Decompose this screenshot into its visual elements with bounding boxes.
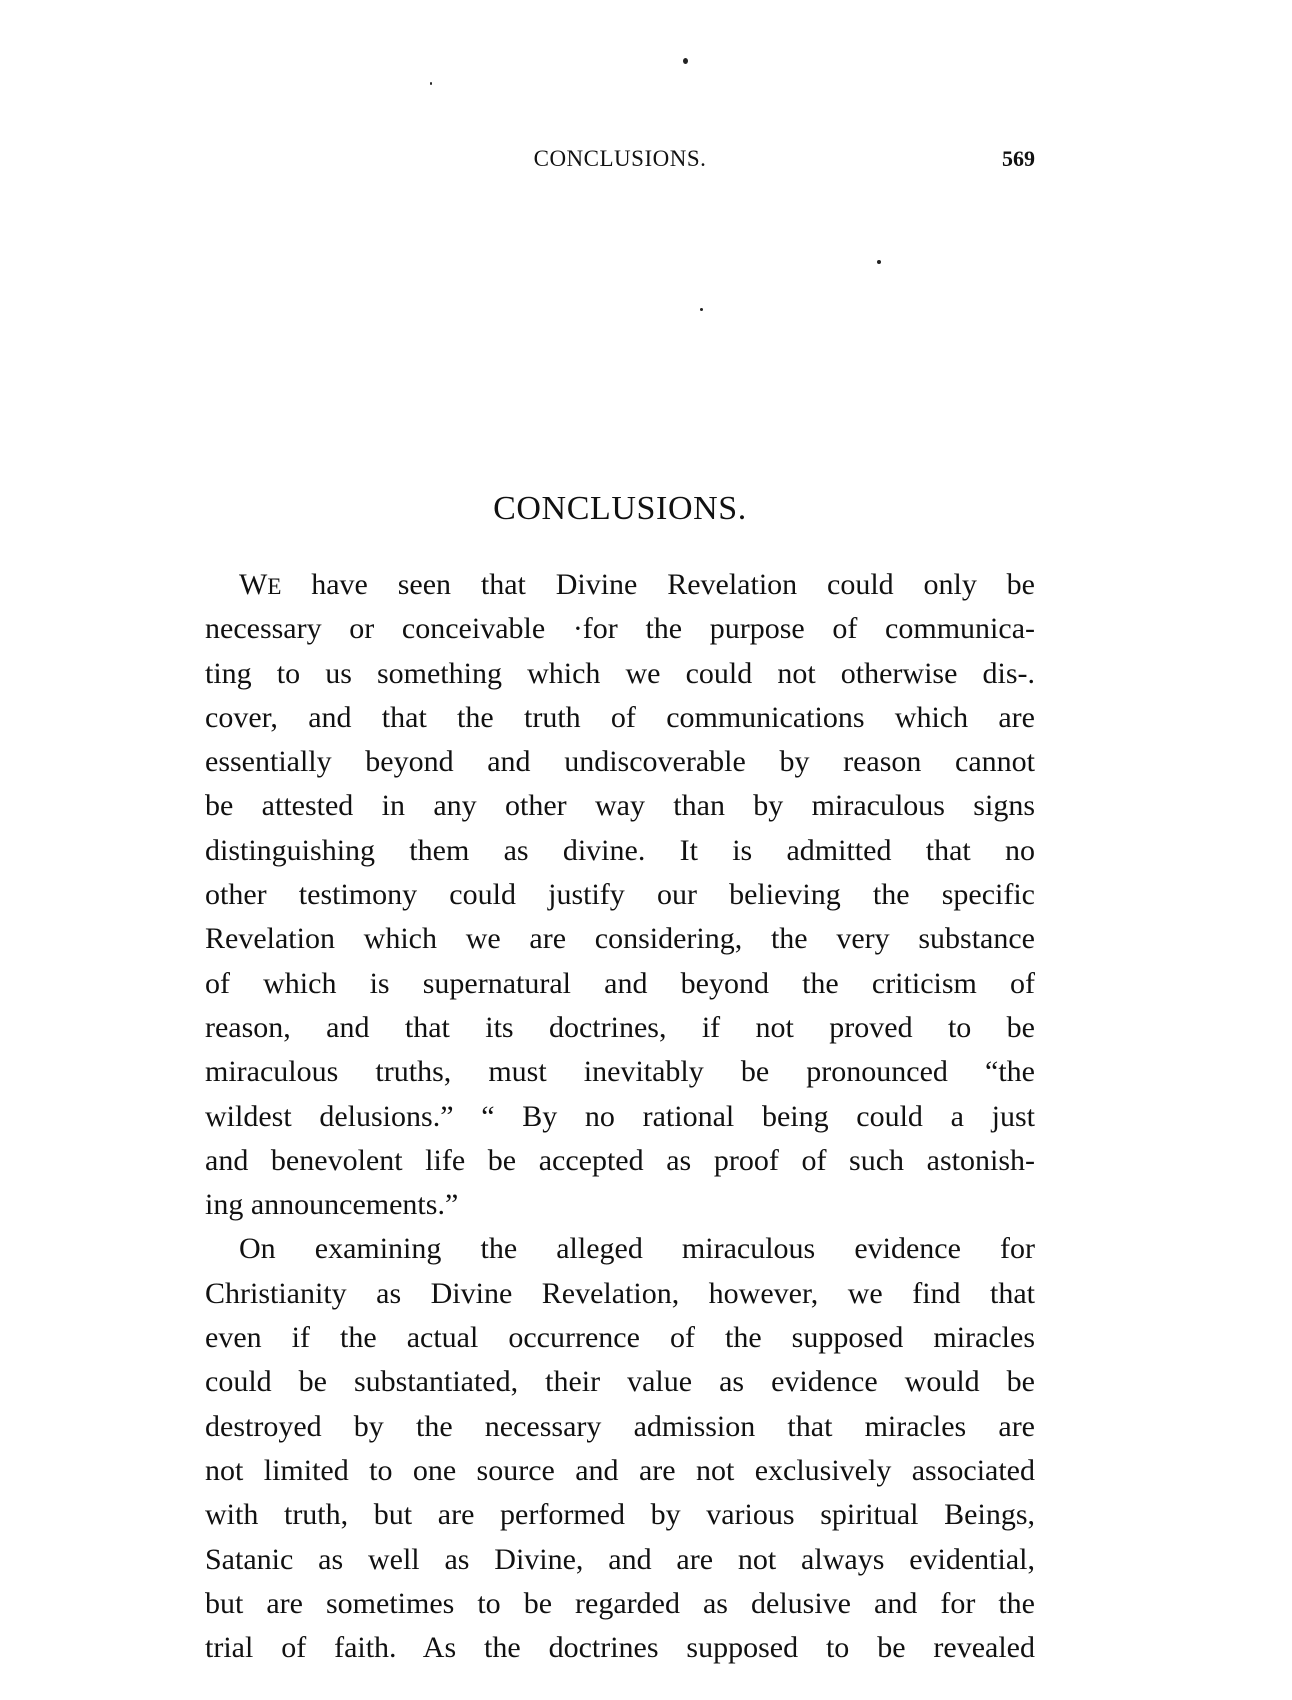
text-line: of which is supernatural and beyond the criticism of — [205, 966, 1035, 1000]
ink-speck — [700, 308, 703, 311]
page-number: 569 — [1002, 146, 1035, 171]
text-line: even if the actual occurrence of the supposed miracles — [205, 1321, 1035, 1355]
dropcap-lead: W — [239, 568, 268, 601]
text-line: Revelation which we are considering, the very substance — [205, 922, 1035, 956]
text-line: could be substantiated, their value as evidence would be — [205, 1365, 1035, 1399]
text-line: with truth, but are performed by various spiritual Beings, — [205, 1498, 1035, 1532]
ink-speck — [683, 58, 688, 64]
text-line: wildest delusions.” “ By no rational being could a just — [205, 1099, 1035, 1133]
text-line: miraculous truths, must inevitably be pronounced “the — [205, 1055, 1035, 1089]
line-text: have seen that Divine Revelation could only be — [281, 568, 1035, 601]
paragraph-1 — [205, 563, 1035, 1227]
text-line: necessary or conceivable ·for the purpose of communica- — [205, 612, 1035, 646]
running-header — [205, 146, 1035, 176]
text-line: trial of faith. As the doctrines supposed to be revealed — [205, 1631, 1035, 1665]
text-line: Christianity as Divine Revelation, however, we find that — [205, 1276, 1035, 1310]
text-line: cover, and that the truth of communications which are — [205, 700, 1035, 734]
text-line: other testimony could justify our believing the specific — [205, 878, 1035, 912]
text-line: ting to us something which we could not otherwise dis-. — [205, 656, 1035, 690]
text-line: ing announcements.” — [205, 1188, 459, 1222]
text-line: distinguishing them as divine. It is admitted that no — [205, 833, 1035, 867]
text-line: and benevolent life be accepted as proof of such astonish- — [205, 1143, 1035, 1177]
text-line: Satanic as well as Divine, and are not always evidential, — [205, 1542, 1035, 1576]
dropcap-rest: E — [267, 574, 282, 599]
text-line: reason, and that its doctrines, if not proved to be — [205, 1010, 1035, 1044]
text-line: but are sometimes to be regarded as delusive and for the — [205, 1586, 1035, 1620]
chapter-title: CONCLUSIONS. — [493, 490, 747, 527]
text-line: not limited to one source and are not exclusively associated — [205, 1453, 1035, 1487]
text-line: essentially beyond and undiscoverable by reason cannot — [205, 745, 1035, 779]
running-title: CONCLUSIONS. — [533, 146, 707, 171]
ink-speck — [877, 260, 881, 264]
text-line: destroyed by the necessary admission that miracles are — [205, 1409, 1035, 1443]
body-text — [205, 563, 1035, 1670]
text-line: be attested in any other way than by miraculous signs — [205, 789, 1035, 823]
paragraph-2 — [205, 1227, 1035, 1670]
text-line — [205, 563, 1035, 607]
ink-speck — [430, 82, 432, 85]
text-line: On examining the alleged miraculous evidence for — [239, 1232, 1035, 1266]
